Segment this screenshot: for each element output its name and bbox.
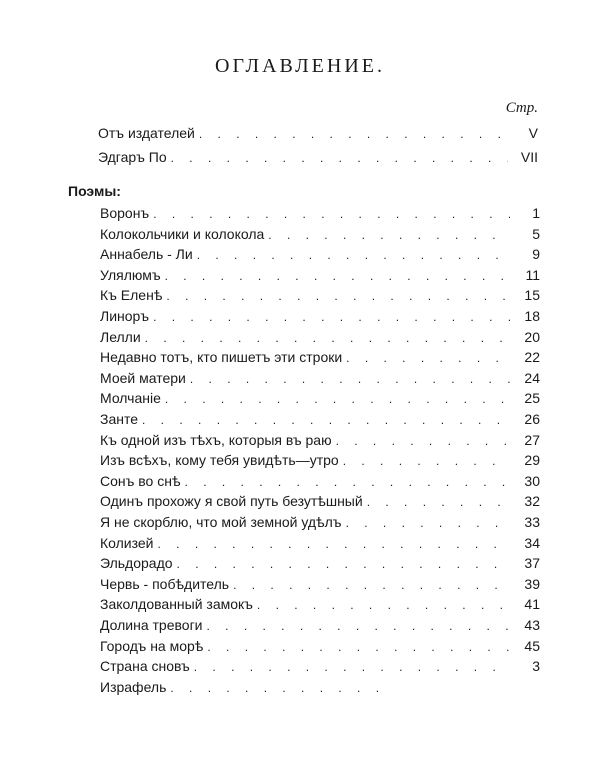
dot-leader [171,147,508,169]
toc-entry-page: 45 [524,637,540,654]
toc-entry [100,490,540,512]
toc-entry-page: 30 [524,472,540,489]
toc-entry-title: Воронъ [100,205,150,221]
toc-entry-page: 26 [524,411,540,427]
toc-entry [98,122,538,144]
page-title: ОГЛАВЛЕНИЕ. [215,55,385,77]
toc-entry [100,305,540,327]
toc-entry-page: 43 [524,617,540,633]
toc-entry-title: Моей матери [100,369,186,386]
toc-entry [100,593,540,615]
toc-entry [100,202,540,224]
toc-entry [100,532,540,554]
toc-entry-page: 27 [524,431,540,448]
toc-entry-title: Эдгаръ По [98,149,167,165]
toc-entry [98,146,538,168]
toc-entry-title: Городъ на морѣ [100,637,204,654]
toc-entry [100,552,540,574]
toc-entry-page: 18 [524,308,540,324]
toc-entry [100,449,540,471]
toc-entry [100,676,420,698]
toc-entry-title: Заколдованный замокъ [100,596,253,613]
toc-entry-title: Линоръ [100,308,150,324]
page-column-header: Стр. [505,100,538,116]
toc-entry-title: Долина тревоги [100,617,203,633]
toc-entry-page: 3 [532,658,540,675]
toc-entry-page: 37 [524,555,540,572]
toc-entry-page: V [528,125,538,141]
toc-entry-title: Занте [100,411,139,427]
toc-entry [100,429,540,451]
toc-entry-page: 25 [524,390,540,407]
toc-entry-page: 20 [524,328,540,345]
toc-entry-title: Одинъ прохожу я свой путь безутѣшный [100,493,363,510]
toc-entry-title: Сонъ во снѣ [100,472,181,489]
toc-entry [100,511,540,533]
toc-entry-title: Къ Еленѣ [100,287,163,304]
toc-entry-title: Я не скорблю, что мой земной удѣлъ [100,514,342,530]
toc-entry [100,346,540,368]
toc-entry-title: Молчаніе [100,390,161,407]
toc-entry-page: VII [520,149,538,165]
toc-entry-title: Колизей [100,534,154,551]
toc-entry [100,264,540,286]
toc-entry-page: 39 [524,575,540,592]
toc-entry-page: 34 [524,534,540,551]
toc-entry-title: Къ одной изъ тѣхъ, которыя въ раю [100,431,332,448]
toc-entry-page: 1 [532,205,540,221]
toc-entry-title: Колокольчики и колокола [100,225,265,242]
toc-entry-title: Лелли [100,328,141,345]
toc-entry [100,284,540,306]
toc-entry-title: Аннабель - Ли [100,246,193,263]
toc-entry [100,408,540,430]
toc-entry-page: 5 [532,225,540,242]
toc-entry [100,573,540,595]
toc-entry-page: 22 [524,349,540,366]
toc-entry [100,470,540,492]
toc-entry-page: 41 [524,596,540,613]
toc-entry-title: Страна сновъ [100,658,190,675]
toc-entry-page: 33 [524,514,540,530]
toc-entry-page: 32 [524,493,540,510]
toc-entry-page: 29 [524,452,540,469]
toc-entry [100,387,540,409]
toc-entry [100,243,540,265]
dot-leader [199,123,508,145]
toc-entry [100,614,540,636]
toc-entry-title: Улялюмъ [100,266,161,283]
toc-entry-page: 9 [532,246,540,263]
toc-entry-title: Отъ издателей [98,125,195,141]
toc-entry-title: Изъ всѣхъ, кому тебя увидѣть—утро [100,452,339,469]
toc-entry [100,326,540,348]
toc-entry-title: Израфель [100,678,167,695]
toc-entry-page: 11 [525,266,540,283]
toc-entry [100,223,540,245]
toc-entry [100,635,540,657]
toc-entry-page: 15 [524,287,540,304]
toc-entry-page: 24 [524,369,540,386]
dot-leader [170,677,390,699]
toc-entry-title: Недавно тотъ, кто пишетъ эти строки [100,349,343,366]
toc-entry-title: Эльдорадо [100,555,173,572]
toc-entry-title: Червь - побѣдитель [100,575,230,592]
section-title: Поэмы: [68,183,121,199]
toc-entry [100,655,540,677]
toc-entry [100,367,540,389]
